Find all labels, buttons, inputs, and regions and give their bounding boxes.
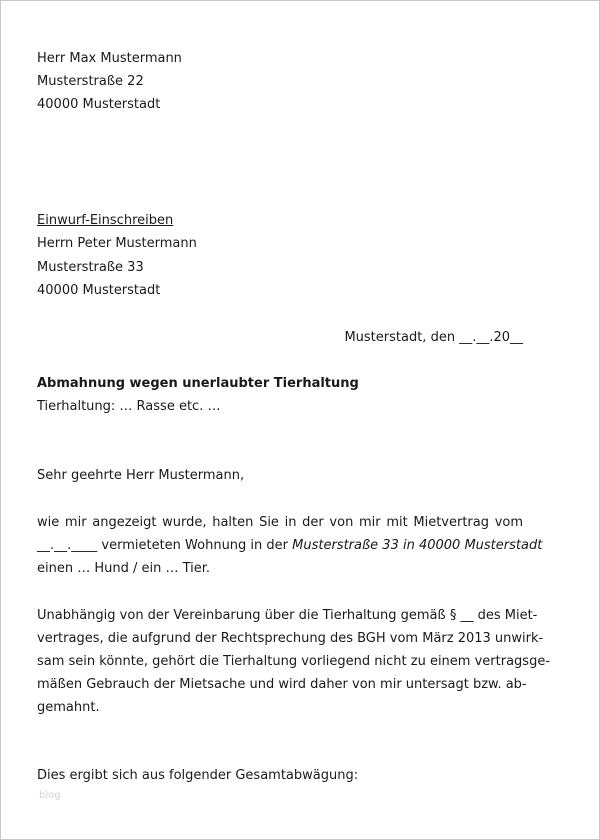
recipient-name: Herrn Peter Mustermann xyxy=(37,236,197,251)
paragraph2-line5: gemahnt. xyxy=(37,700,100,715)
sender-city: 40000 Musterstadt xyxy=(37,97,161,112)
paragraph2-line1: Unabhängig von der Vereinbarung über die Tierhaltung gemäß § __ des Miet- xyxy=(37,608,538,623)
paragraph3: Dies ergibt sich aus folgender Gesamtabwägung: xyxy=(37,768,359,783)
paragraph1-line2-text: __.__.____ vermieteten Wohnung in der xyxy=(37,538,293,553)
date-line: Musterstadt, den __.__.20__ xyxy=(344,330,523,345)
paragraph2-line4: mäßen Gebrauch der Mietsache und wird daher von mir untersagt bzw. ab- xyxy=(37,677,527,692)
recipient-street: Musterstraße 33 xyxy=(37,260,144,275)
sender-name: Herr Max Mustermann xyxy=(37,51,182,66)
paragraph1-line3: einen … Hund / ein … Tier. xyxy=(37,561,211,576)
paragraph1-line1: wie mir angezeigt wurde, halten Sie in der von mir mit Mietvertrag vom xyxy=(37,515,523,530)
delivery-method: Einwurf-Einschreiben xyxy=(37,213,174,228)
paragraph2-line3: sam sein könnte, gehört die Tierhaltung vorliegend nicht zu einem vertragsge- xyxy=(37,654,551,669)
paragraph2-line2: vertrages, die aufgrund der Rechtsprechung des BGH vom März 2013 unwirk- xyxy=(37,631,544,646)
sender-street: Musterstraße 22 xyxy=(37,74,144,89)
watermark: blog xyxy=(39,790,61,801)
subject-detail: Tierhaltung: … Rasse etc. … xyxy=(37,399,221,414)
salutation: Sehr geehrte Herr Mustermann, xyxy=(37,468,245,483)
paragraph1-line2 xyxy=(37,537,543,554)
recipient-city: 40000 Musterstadt xyxy=(37,283,161,298)
paragraph1-address: Musterstraße 33 in 40000 Musterstadt xyxy=(292,538,543,553)
subject: Abmahnung wegen unerlaubter Tierhaltung xyxy=(37,376,359,391)
